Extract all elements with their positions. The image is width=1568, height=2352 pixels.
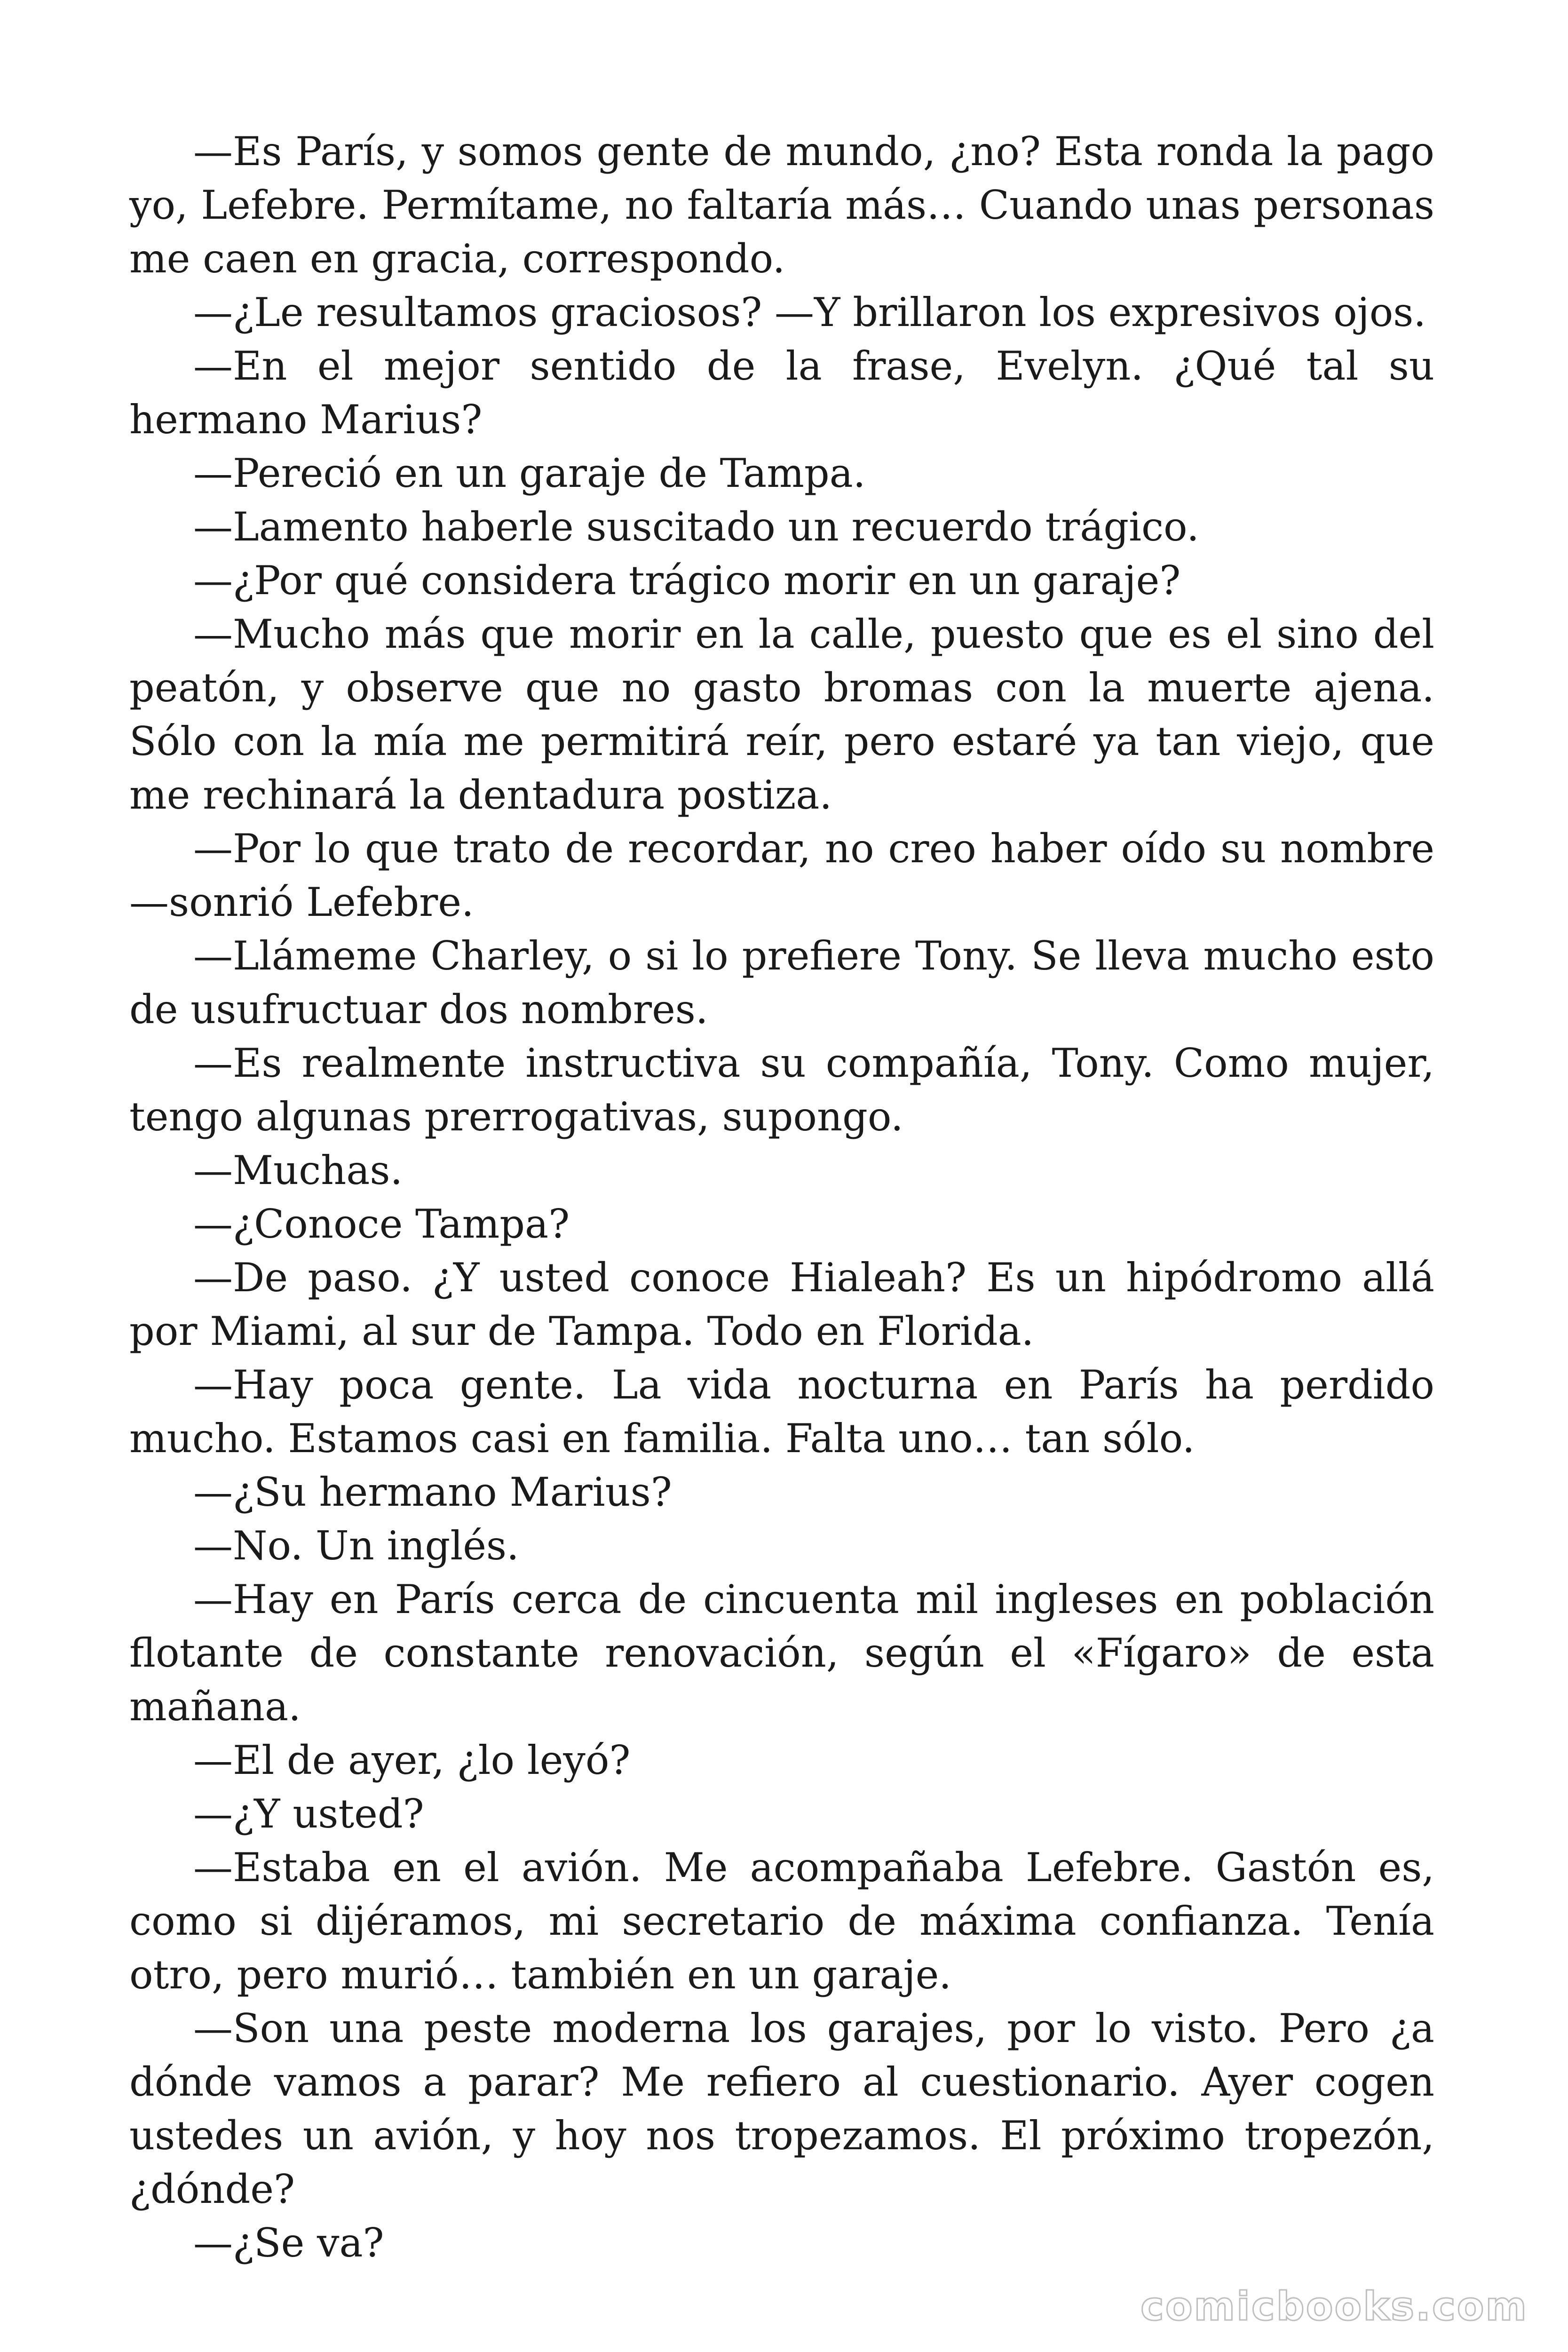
paragraph: —No. Un inglés.: [193, 1523, 519, 1569]
paragraph: —¿Su hermano Marius?: [193, 1469, 672, 1515]
body-text: [129, 125, 1434, 2270]
paragraph: —Pereció en un garaje de Tampa.: [193, 450, 866, 496]
watermark: comicbooks.com: [1140, 2283, 1528, 2329]
paragraph: —¿Conoce Tampa?: [193, 1201, 570, 1247]
paragraph: —Estaba en el avión. Me acompañaba Lefebre. Gastón es, como si dijéramos, mi secretario de máxima confianza. Tenía otro, pero murió… también en un garaje.: [129, 1844, 1434, 1998]
paragraph: —Hay en París cerca de cincuenta mil ingleses en población flotante de constante renovación, según el «Fígaro» de esta mañana.: [129, 1576, 1434, 1730]
paragraph: —Es París, y somos gente de mundo, ¿no? Esta ronda la pago yo, Lefebre. Permítame, no faltaría más… Cuando unas personas me caen en gracia, correspondo.: [129, 128, 1434, 282]
paragraph: —Muchas.: [193, 1147, 403, 1193]
paragraph: —¿Y usted?: [193, 1791, 424, 1837]
paragraph: —¿Por qué considera trágico morir en un garaje?: [193, 557, 1181, 604]
paragraph: —Mucho más que morir en la calle, puesto que es el sino del peatón, y observe que no gasto bromas con la muerte ajena. Sólo con la mía me permitirá reír, pero estaré ya tan viejo, que me rechinará la dentadura postiza.: [129, 611, 1434, 818]
paragraph: —Lamento haberle suscitado un recuerdo trágico.: [193, 504, 1199, 550]
paragraph: —Es realmente instructiva su compañía, Tony. Como mujer, tengo algunas prerrogativas, supongo.: [129, 1040, 1434, 1140]
paragraph: —Llámeme Charley, o si lo prefiere Tony. Se lleva mucho esto de usufructuar dos nombres.: [129, 933, 1434, 1033]
paragraph: —Por lo que trato de recordar, no creo haber oído su nombre —sonrió Lefebre.: [129, 826, 1434, 925]
paragraph: —De paso. ¿Y usted conoce Hialeah? Es un hipódromo allá por Miami, al sur de Tampa. Todo en Florida.: [129, 1255, 1434, 1354]
paragraph: —Son una peste moderna los garajes, por lo visto. Pero ¿a dónde vamos a parar? Me refiero al cuestionario. Ayer cogen ustedes un avión, y hoy nos tropezamos. El próximo tropezón, ¿dónde?: [129, 2005, 1434, 2212]
paragraph: —Hay poca gente. La vida nocturna en París ha perdido mucho. Estamos casi en familia. Falta uno… tan sólo.: [129, 1362, 1434, 1462]
paragraph: —El de ayer, ¿lo leyó?: [193, 1737, 631, 1783]
paragraph: —¿Se va?: [193, 2220, 384, 2266]
paragraph: —¿Le resultamos graciosos? —Y brillaron los expresivos ojos.: [193, 289, 1426, 335]
paragraph: —En el mejor sentido de la frase, Evelyn. ¿Qué tal su hermano Marius?: [129, 343, 1434, 443]
